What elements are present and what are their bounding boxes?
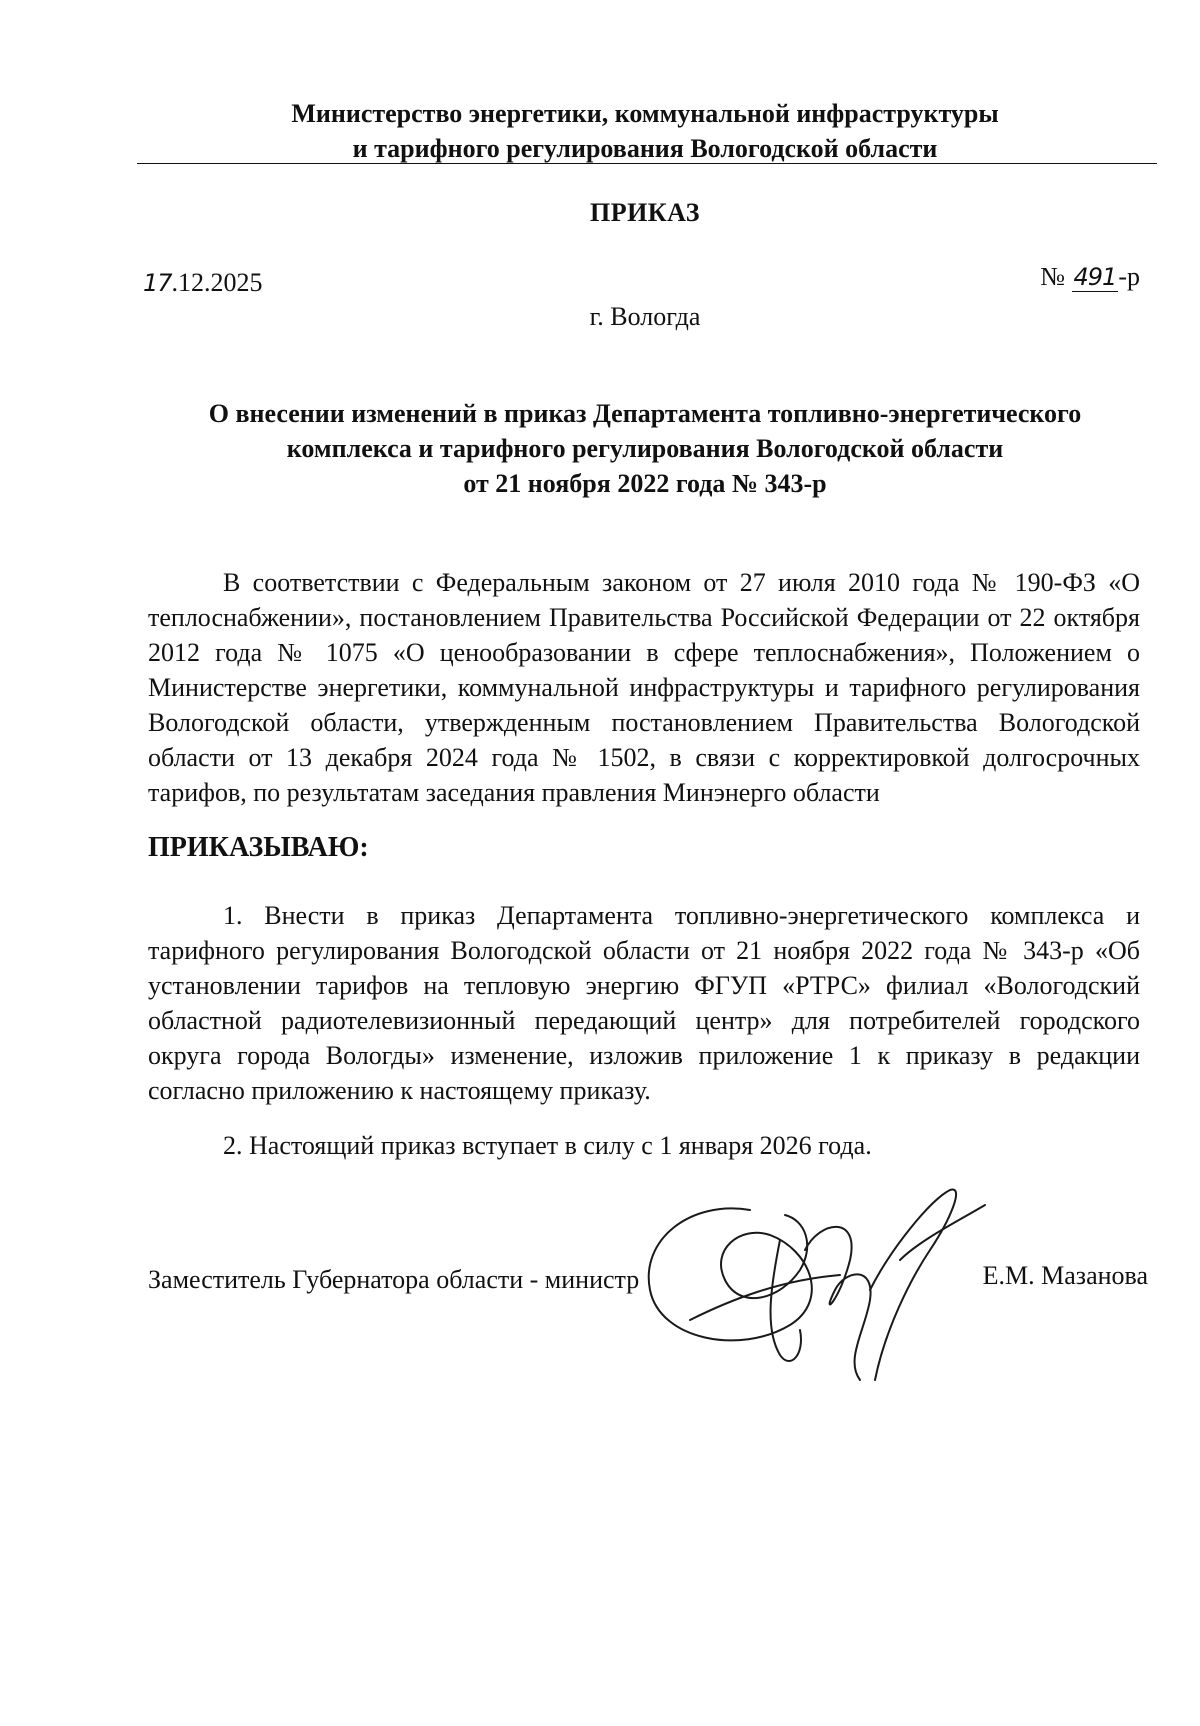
ministry-name-line-2: и тарифного регулирования Вологодской области [352,134,938,163]
document-number [1040,262,1140,292]
number-sign: № [1040,262,1066,291]
document-city: г. Вологда [589,302,701,331]
title-line-1: О внесении изменений в приказ Департамента топливно-энергетического [208,399,1082,428]
preamble-paragraph: В соответствии с Федеральным законом от 27 июля 2010 года № 190-ФЗ «О теплоснабжении», постановлением Правительства Российской Федерации от 22 октября 2012 года № 1075 «О ценообразовании в сфере теплоснабжения», Положением о Министерстве энергетики, коммунальной инфраструктуры и тарифного регулирования Вологодской области, утвержденным постановлением Правительства Вологодской области от 13 декабря 2024 года № 1502, в связи с корректировкой долгосрочных тарифов, по результатам заседания правления Минэнерго области [148,568,1140,807]
document-type: ПРИКАЗ [589,198,701,227]
header-divider [137,163,1157,164]
date-day-handwritten: 17 [143,269,172,297]
number-suffix: -р [1118,262,1140,291]
date-month-year: .12.2025 [171,268,263,297]
ministry-name-line-1: Министерство энергетики, коммунальной инфраструктуры [291,99,999,128]
order-item-2: 2. Настоящий приказ вступает в силу с 1 января 2026 года. [223,1131,872,1160]
signatory-position: Заместитель Губернатора области - министр [148,1265,640,1294]
document-date [143,268,263,298]
order-word: ПРИКАЗЫВАЮ: [148,832,369,863]
document-title [150,396,1140,501]
title-line-3: от 21 ноября 2022 года № 343-р [463,469,827,498]
ministry-header [135,96,1155,166]
handwritten-signature [630,1180,990,1400]
signatory-name: Е.М. Мазанова [982,1261,1148,1290]
number-handwritten: 491 [1073,263,1117,291]
title-line-2: комплекса и тарифного регулирования Вологодской области [286,434,1004,463]
order-item-1: 1. Внести в приказ Департамента топливно-энергетического комплекса и тарифного регулирования Вологодской области от 21 ноября 2022 года № 343-р «Об установлении тарифов на тепловую энергию ФГУП «РТРС» филиал «Вологодский областной радиотелевизионный передающий центр» для потребителей городского округа города Вологды» изменение, изложив приложение 1 к приказу в редакции согласно приложению к настоящему приказу. [148,901,1140,1105]
